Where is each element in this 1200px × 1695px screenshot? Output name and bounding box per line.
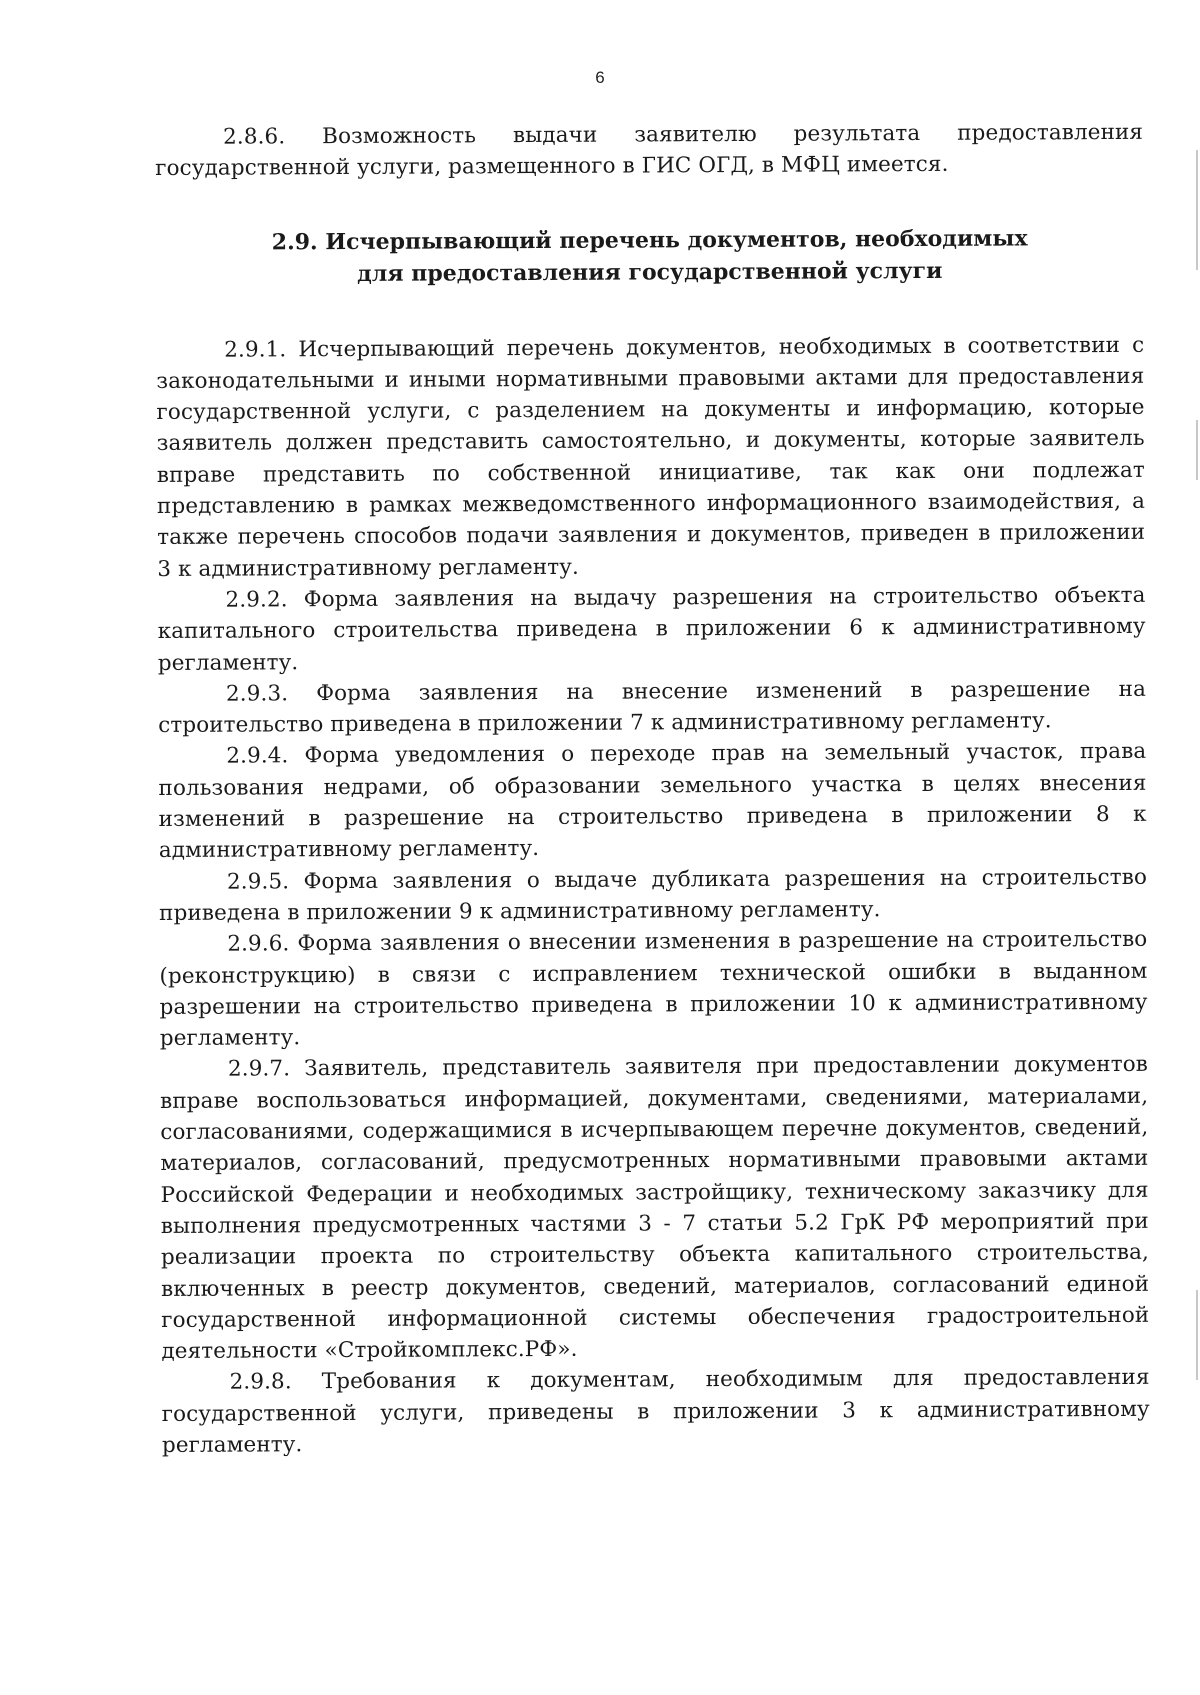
paragraph-2-9-5: 2.9.5. Форма заявления о выдаче дубликата разрешения на строительство приведена в приложении 9 к административному регламенту. [159,864,1148,926]
section-heading-2-9 [156,221,1144,290]
section-heading-line-1: 2.9. Исчерпывающий перечень документов, необходимых [271,225,1028,255]
scan-edge-mark [1196,1290,1198,1380]
paragraph-2-9-3: 2.9.3. Форма заявления на внесение изменений в разрешение на строительство приведена в приложении 7 к административному регламенту. [158,676,1147,739]
scan-edge-mark [1196,420,1198,480]
paragraph-2-8-6: 2.8.6. Возможность выдачи заявителю результата предоставления государственной услуги, размещенного в ГИС ОГД, в МФЦ имеется. [155,119,1144,182]
paragraph-2-9-6: 2.9.6. Форма заявления о внесении изменения в разрешение на строительство (реконструкцию) в связи с исправлением технической ошибки в выданном разрешении на строительство приведена в приложении 10 к административному регламенту. [159,927,1148,1052]
scan-edge-mark [1196,150,1198,270]
paragraph-2-9-7: 2.9.7. Заявитель, представитель заявителя при предоставлении документов вправе воспользоваться информацией, документами, сведениями, материалами, согласованиями, содержащимися в исчерпывающем перечне документов, сведений, материалов, согласований, предусмотренных нормативными правовыми актами Российской Федерации и необходимых застройщику, техническому заказчику для выполнения предусмотренных частями 3 - 7 статьи 5.2 ГрК РФ мероприятий при реализации проекта по строительству объекта капитального строительства, включенных в реестр документов, сведений, материалов, согласований единой государственной информационной системы обеспечения градостроительной деятельности «Стройкомплекс.РФ». [160,1052,1150,1365]
paragraph-2-9-2: 2.9.2. Форма заявления на выдачу разрешения на строительство объекта капитального строительства приведена в приложении 6 к административному регламенту. [157,582,1146,676]
page-number: 6 [595,68,605,87]
paragraph-2-9-8: 2.9.8. Требования к документам, необходимым для предоставления государственной услуги, приведены в приложении 3 к административному регламенту. [161,1365,1150,1458]
document-body [155,117,1150,1461]
section-heading-line-2: для предоставления государственной услуги [357,257,943,287]
paragraph-2-9-1: 2.9.1. Исчерпывающий перечень документов, необходимых в соответствии с законодательными и иными нормативными правовыми актами для предоставления государственной услуги, с разделением на документы и информацию, которые заявитель должен представить самостоятельно, и документы, которые заявитель вправе представить по собственной инициативе, так как они подлежат представлению в рамках межведомственного информационного взаимодействия, а также перечень способов подачи заявления и документов, приведен в приложении 3 к административному регламенту. [156,332,1146,582]
paragraph-2-9-4: 2.9.4. Форма уведомления о переходе прав на земельный участок, права пользования недрами, об образовании земельного участка в целях внесения изменений в разрешение на строительство приведена в приложении 8 к административному регламенту. [158,739,1147,864]
